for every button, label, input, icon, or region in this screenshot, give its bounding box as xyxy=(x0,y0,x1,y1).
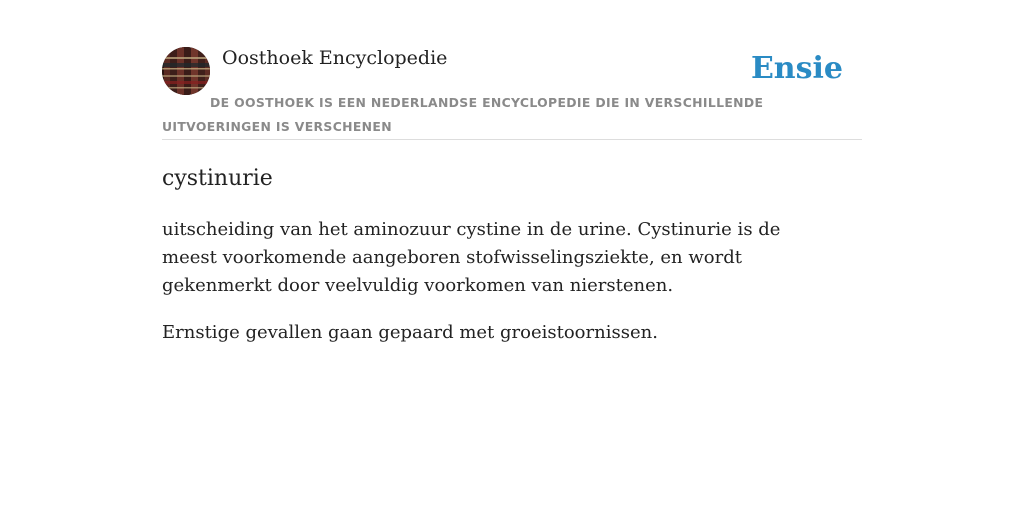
article-paragraph: Ernstige gevallen gaan gepaard met groeistoornissen. xyxy=(162,322,658,343)
ensie-logo-link[interactable]: Ensie xyxy=(750,51,843,86)
page-container xyxy=(162,0,862,343)
source-header xyxy=(162,0,862,140)
encyclopedia-books-icon[interactable] xyxy=(162,47,210,95)
books-image xyxy=(162,47,210,95)
source-description: DE OOSTHOEK IS EEN NEDERLANDSE ENCYCLOPEDIE DIE IN VERSCHILLENDE UITVOERINGEN IS VERSCHENEN xyxy=(162,95,764,134)
source-title-link[interactable]: Oosthoek Encyclopedie xyxy=(222,47,448,69)
article-body xyxy=(162,216,822,366)
article-paragraph: uitscheiding van het aminozuur cystine in de urine. Cystinurie is de meest voorkomende aangeboren stofwisselingsziekte, en wordt gekenmerkt door veelvuldig voorkomen van nierstenen. xyxy=(162,219,781,296)
article-term: cystinurie xyxy=(162,166,273,191)
